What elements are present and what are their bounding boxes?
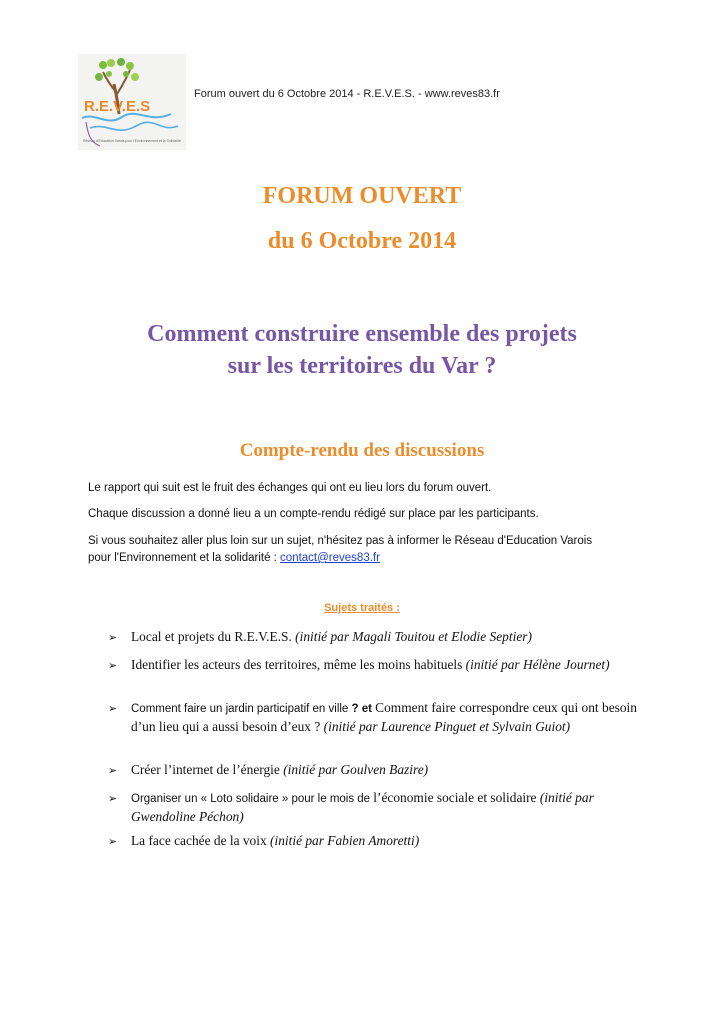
topic-item	[108, 656, 648, 674]
forum-date: du 6 Octobre 2014	[267, 228, 457, 254]
topic-title-part1: Organiser un « Loto solidaire » pour le mois de	[131, 793, 374, 805]
topic-item	[108, 761, 648, 779]
topic-item	[108, 832, 648, 850]
topic-title-part1: Comment faire un jardin participatif en ville	[131, 703, 352, 715]
forum-title: FORUM OUVERT	[262, 183, 462, 209]
report-heading: Compte-rendu des discussions	[239, 440, 485, 461]
intro-paragraph-2: Chaque discussion a donné lieu a un compte-rendu rédigé sur place par les participants.	[88, 508, 539, 520]
topic-item	[108, 699, 648, 736]
topic-title: Créer l’internet de l’énergie	[131, 762, 284, 777]
topic-title: Identifier les acteurs des territoires, même les moins habituels	[131, 657, 466, 672]
arrow-bullet-icon: ➢	[108, 703, 118, 715]
contact-email-link[interactable]: contact@reves83.fr	[280, 552, 380, 564]
topics-title: Sujets traités :	[324, 602, 400, 614]
topic-title-part2: Comment faire correspondre ceux qui ont besoin d’un lieu qui a aussi besoin d’eux ?	[131, 700, 637, 734]
topic-connector: ? et	[351, 703, 376, 715]
main-question-line1: Comment construire ensemble des projets	[147, 321, 577, 347]
main-question-line2: sur les territoires du Var ?	[227, 353, 497, 379]
arrow-bullet-icon: ➢	[108, 660, 118, 672]
topic-initiator: (initié par Laurence Pinguet et Sylvain Guiot)	[323, 719, 571, 734]
arrow-bullet-icon: ➢	[108, 836, 118, 848]
topic-initiator: (initié par Fabien Amoretti)	[270, 833, 420, 848]
topic-initiator: (initié par Goulven Bazire)	[283, 762, 429, 777]
intro-paragraph-3-line2: pour l'Environnement et la solidarité :	[88, 552, 281, 564]
arrow-bullet-icon: ➢	[108, 793, 118, 805]
intro-paragraph-1: Le rapport qui suit est le fruit des échanges qui ont eu lieu lors du forum ouvert.	[88, 482, 492, 494]
logo-wordmark: R.E.V.E.S	[84, 98, 151, 115]
arrow-bullet-icon: ➢	[108, 632, 118, 644]
intro-paragraph-3-line1: Si vous souhaitez aller plus loin sur un sujet, n'hésitez pas à informer le Réseau d'Education Varois	[88, 535, 593, 547]
topic-title: Local et projets du R.E.V.E.S.	[131, 629, 296, 644]
intro-paragraph-3	[88, 533, 648, 567]
topic-title-part2: l’économie sociale et solidaire	[373, 790, 540, 805]
topic-initiator: (initié par Gwendoline Péchon)	[131, 790, 594, 824]
logo-caption: Réseau d'Education Varois pour l'Environnement et la Solidarité	[83, 139, 182, 143]
page-header-text: Forum ouvert du 6 Octobre 2014 - R.E.V.E.S. - www.reves83.fr	[194, 88, 500, 100]
topic-initiator: (initié par Magali Touitou et Elodie Septier)	[295, 629, 532, 644]
topic-item	[108, 628, 648, 646]
main-question	[60, 318, 664, 382]
topic-item	[108, 789, 648, 826]
topic-initiator: (initié par Hélène Journet)	[465, 657, 610, 672]
arrow-bullet-icon: ➢	[108, 765, 118, 777]
topic-title: La face cachée de la voix	[131, 833, 271, 848]
reves-logo	[78, 54, 186, 150]
